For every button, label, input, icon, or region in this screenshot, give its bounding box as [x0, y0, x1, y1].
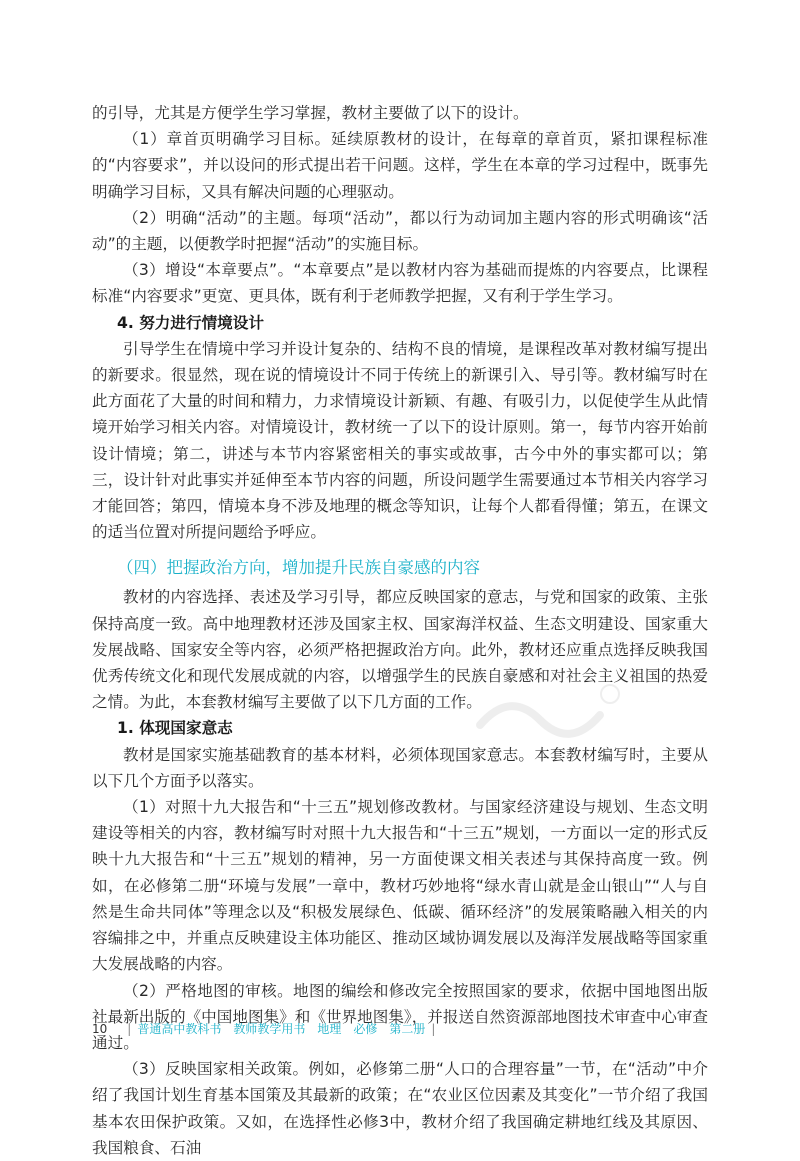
paragraph: （1）章首页明确学习目标。延续原教材的设计，在每章的章首页，紧扣课程标准的“内容要求”，并以设问的形式提出若干问题。这样，学生在本章的学习过程中，既事先明确学习目标，又具有解决问题的心理驱动。 — [92, 130, 708, 201]
subheading: 1. 体现国家意志 — [117, 719, 233, 738]
paragraph: （2）严格地图的审核。地图的编绘和修改完全按照国家的要求，依据中国地图出版社最新出版的《中国地图集》和《世界地图集》，并报送自然资源部地图技术审查中心审查通过。 — [92, 981, 708, 1052]
page-number: 10 — [92, 1022, 108, 1036]
paragraph: （2）明确“活动”的主题。每项“活动”，都以行为动词加主题内容的形式明确该“活动”的主题，以便教学时把握“活动”的实施目标。 — [92, 208, 708, 254]
publisher-watermark — [470, 680, 630, 740]
footer-separator: | — [127, 1022, 132, 1036]
paragraph: 教材是国家实施基础教育的基本材料，必须体现国家意志。本套教材编写时，主要从以下几个方面予以落实。 — [92, 745, 708, 790]
subheading: 4. 努力进行情境设计 — [117, 313, 264, 332]
paragraph: （1）对照十九大报告和“十三五”规划修改教材。与国家经济建设与规划、生态文明建设等相关的内容，教材编写时对照十九大报告和“十三五”规划，一方面以一定的形式反映十九大报告和“十三五”规划的精神，另一方面使课文相关表述与其保持高度一致。例如，在必修第二册“环境与发展”一章中，教材巧妙地将“绿水青山就是金山银山”“人与自然是生命共同体”等理念以及“积极发展绿色、低碳、循环经济”的发展策略融入相关的内容编排之中，并重点反映建设主体功能区、推动区域协调发展以及海洋发展战略等国家重大发展战略的内容。 — [92, 798, 708, 974]
body-text — [92, 100, 708, 1161]
paragraph: （3）增设“本章要点”。“本章要点”是以教材内容为基础而提炼的内容要点，比课程标准“内容要求”更宽、更具体，既有利于老师教学把握，又有利于学生学习。 — [92, 261, 708, 306]
paragraph: 引导学生在情境中学习并设计复杂的、结构不良的情境，是课程改革对教材编写提出的新要求。很显然，现在说的情境设计不同于传统上的新课引入、导引等。教材编写时在此方面花了大量的时间和精力，力求情境设计新颖、有趣、有吸引力，以促使学生从此情境开始学习相关内容。对情境设计，教材统一了以下的设计原则。第一，每节内容开始前设计情境；第二，讲述与本节内容紧密相关的事实或故事，古今中外的事实都可以；第三，设计针对此事实并延伸至本节内容的问题，所设问题学生需要通过本节相关内容学习才能回答；第四，情境本身不涉及地理的概念等知识，让每个人都看得懂；第五，在课文的适当位置对所提问题给予呼应。 — [92, 339, 708, 542]
paragraph: 的引导，尤其是方便学生学习掌握，教材主要做了以下的设计。 — [92, 104, 529, 122]
book-title: 普通高中教科书 教师教学用书 地理 必修 第二册 — [137, 1022, 426, 1036]
paragraph: （3）反映国家相关政策。例如，必修第二册“人口的合理容量”一节，在“活动”中介绍了我国计划生育基本国策及其最新的政策；在“农业区位因素及其变化”一节介绍了我国基本农田保护政策。又如，在选择性必修3中，教材介绍了我国确定耕地红线及其原因、我国粮食、石油 — [92, 1060, 708, 1157]
paragraph: 教材的内容选择、表述及学习引导，都应反映国家的意志，与党和国家的政策、主张保持高度一致。高中地理教材还涉及国家主权、国家海洋权益、生态文明建设、国家重大发展战略、国家安全等内容，必须严格把握政治方向。此外，教材还应重点选择反映我国优秀传统文化和现代发展成就的内容，以增强学生的民族自豪感和对社会主义祖国的热爱之情。为此，本套教材编写主要做了以下几方面的工作。 — [92, 588, 708, 712]
footer-separator: | — [431, 1022, 436, 1036]
page-footer — [92, 1020, 441, 1038]
section-heading: （四）把握政治方向，增加提升民族自豪感的内容 — [117, 558, 480, 578]
